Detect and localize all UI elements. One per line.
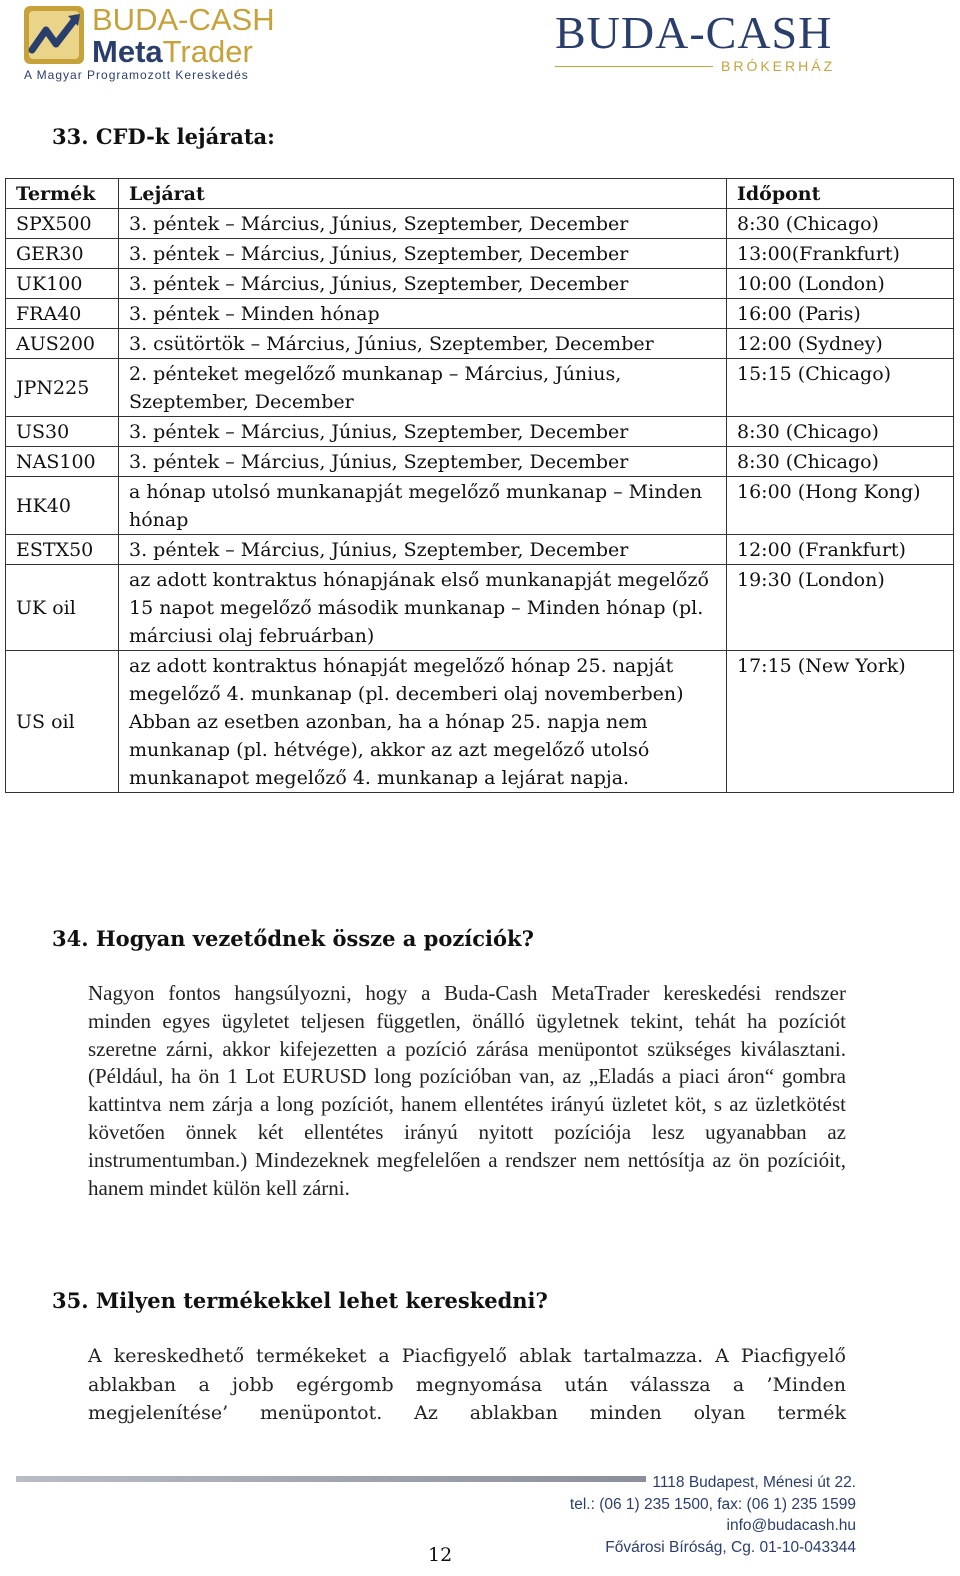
section-34-paragraph: Nagyon fontos hangsúlyozni, hogy a Buda-Cash MetaTrader kereskedési rendszer minden egyes ügyletet teljesen független, önálló ügyletnek tekint, tehát ha pozíciót szeretne zárni, akkor kifejezetten a pozíció zárása menüpontot szükséges kiválasztani. (Például, ha ön 1 Lot EURUSD long pozícióban van, az „Eladás a piaci áron“ gombra kattintva nem zárja a long pozíciót, hanem ellentétes irányú üzletet köt, s az üzletkötést követően önnek két ellentétes irányú nyitott pozíciója lesz ugyanabban az instrumentumban.) Mindezeknek megfelelően a rendszer nem nettósítja az ön pozícióit, hanem mindet külön kell zárni. <box>88 981 846 1200</box>
cell-expiry: 3. péntek – Március, Június, Szeptember, December <box>119 269 727 299</box>
table-header-row <box>6 179 954 209</box>
cfd-expiry-table <box>5 178 954 793</box>
cell-time: 10:00 (London) <box>727 269 954 299</box>
logo-meta-text: Meta <box>92 34 163 69</box>
cell-expiry: az adott kontraktus hónapját megelőző hónap 25. napját megelőző 4. munkanap (pl. decemberi olaj novemberben) Abban az esetben azonban, ha a hónap 25. napja nem munkanap (pl. hétvége), akkor az azt megelőző utolsó munkanapot megelőző 4. munkanap a lejárat napja. <box>119 651 727 793</box>
brokerhaz-name: BUDA-CASH <box>555 7 833 58</box>
cell-expiry: 3. csütörtök – Március, Június, Szeptember, December <box>119 329 727 359</box>
cell-time: 8:30 (Chicago) <box>727 447 954 477</box>
logo-tagline: A Magyar Programozott Kereskedés <box>24 68 249 82</box>
footer-email: info@budacash.hu <box>726 1517 856 1534</box>
cell-time: 12:00 (Frankfurt) <box>727 535 954 565</box>
section-34-title: 34. Hogyan vezetődnek össze a pozíciók? <box>52 926 534 951</box>
cell-time: 8:30 (Chicago) <box>727 209 954 239</box>
column-header-product: Termék <box>6 179 119 209</box>
cell-product: HK40 <box>6 477 119 535</box>
logo-trader-text: Trader <box>162 34 253 69</box>
cell-product: NAS100 <box>6 447 119 477</box>
table-row <box>6 477 954 535</box>
cell-time: 13:00(Frankfurt) <box>727 239 954 269</box>
footer-divider <box>16 1476 646 1482</box>
brokerhaz-rule <box>555 66 713 67</box>
cell-expiry: 3. péntek – Minden hónap <box>119 299 727 329</box>
footer-contact <box>570 1472 856 1558</box>
cell-time: 8:30 (Chicago) <box>727 417 954 447</box>
cell-product: UK oil <box>6 565 119 651</box>
metatrader-logo <box>22 4 322 84</box>
cell-time: 12:00 (Sydney) <box>727 329 954 359</box>
table-row <box>6 417 954 447</box>
column-header-time: Időpont <box>727 179 954 209</box>
section-35-title: 35. Milyen termékekkel lehet kereskedni? <box>52 1288 548 1313</box>
footer-address: 1118 Budapest, Ménesi út 22. <box>652 1474 856 1491</box>
table-row <box>6 447 954 477</box>
section-35-paragraph: A kereskedhető termékeket a Piacfigyelő ablak tartalmazza. A Piacfigyelő ablakban a jobb egérgomb megnyomása után válassza a ’Minden megjelenítése’ menüpontot. Az ablakban minden olyan termék <box>88 1345 846 1424</box>
cell-expiry: 2. pénteket megelőző munkanap – Március, Június, Szeptember, December <box>119 359 727 417</box>
cell-time: 19:30 (London) <box>727 565 954 651</box>
chart-logo-icon <box>22 4 86 66</box>
cell-product: GER30 <box>6 239 119 269</box>
cell-expiry: 3. péntek – Március, Június, Szeptember, December <box>119 209 727 239</box>
logo-brand-text: BUDA-CASH <box>92 2 275 37</box>
table-row <box>6 535 954 565</box>
cell-product: ESTX50 <box>6 535 119 565</box>
cell-expiry: a hónap utolsó munkanapját megelőző munkanap – Minden hónap <box>119 477 727 535</box>
section-33-title: 33. CFD-k lejárata: <box>52 124 275 149</box>
cell-product: FRA40 <box>6 299 119 329</box>
table-row <box>6 329 954 359</box>
cell-expiry: 3. péntek – Március, Június, Szeptember, December <box>119 535 727 565</box>
table-row <box>6 209 954 239</box>
cell-product: US30 <box>6 417 119 447</box>
cell-expiry: az adott kontraktus hónapjának első munkanapját megelőző 15 napot megelőző második munkanap – Minden hónap (pl. márciusi olaj februárban) <box>119 565 727 651</box>
footer-phone: tel.: (06 1) 235 1500, fax: (06 1) 235 1599 <box>569 1495 856 1513</box>
footer-registry: Fővárosi Bíróság, Cg. 01-10-043344 <box>605 1538 856 1556</box>
brokerhaz-logo <box>555 8 855 80</box>
cell-product: JPN225 <box>6 359 119 417</box>
table-row <box>6 565 954 651</box>
cell-expiry: 3. péntek – Március, Június, Szeptember, December <box>119 417 727 447</box>
cell-expiry: 3. péntek – Március, Június, Szeptember, December <box>119 239 727 269</box>
table-row <box>6 651 954 793</box>
cell-product: SPX500 <box>6 209 119 239</box>
table-row <box>6 359 954 417</box>
cell-time: 16:00 (Paris) <box>727 299 954 329</box>
logo-product-text <box>92 34 253 70</box>
brokerhaz-subtitle: BRÓKERHÁZ <box>721 58 836 74</box>
table-row <box>6 299 954 329</box>
cell-product: UK100 <box>6 269 119 299</box>
page-number: 12 <box>428 1544 453 1566</box>
cell-expiry: 3. péntek – Március, Június, Szeptember, December <box>119 447 727 477</box>
table-row <box>6 239 954 269</box>
cell-time: 16:00 (Hong Kong) <box>727 477 954 535</box>
table-row <box>6 269 954 299</box>
cell-time: 15:15 (Chicago) <box>727 359 954 417</box>
page-header <box>0 0 960 90</box>
cell-product: AUS200 <box>6 329 119 359</box>
cell-time: 17:15 (New York) <box>727 651 954 793</box>
column-header-expiry: Lejárat <box>119 179 727 209</box>
cell-product: US oil <box>6 651 119 793</box>
